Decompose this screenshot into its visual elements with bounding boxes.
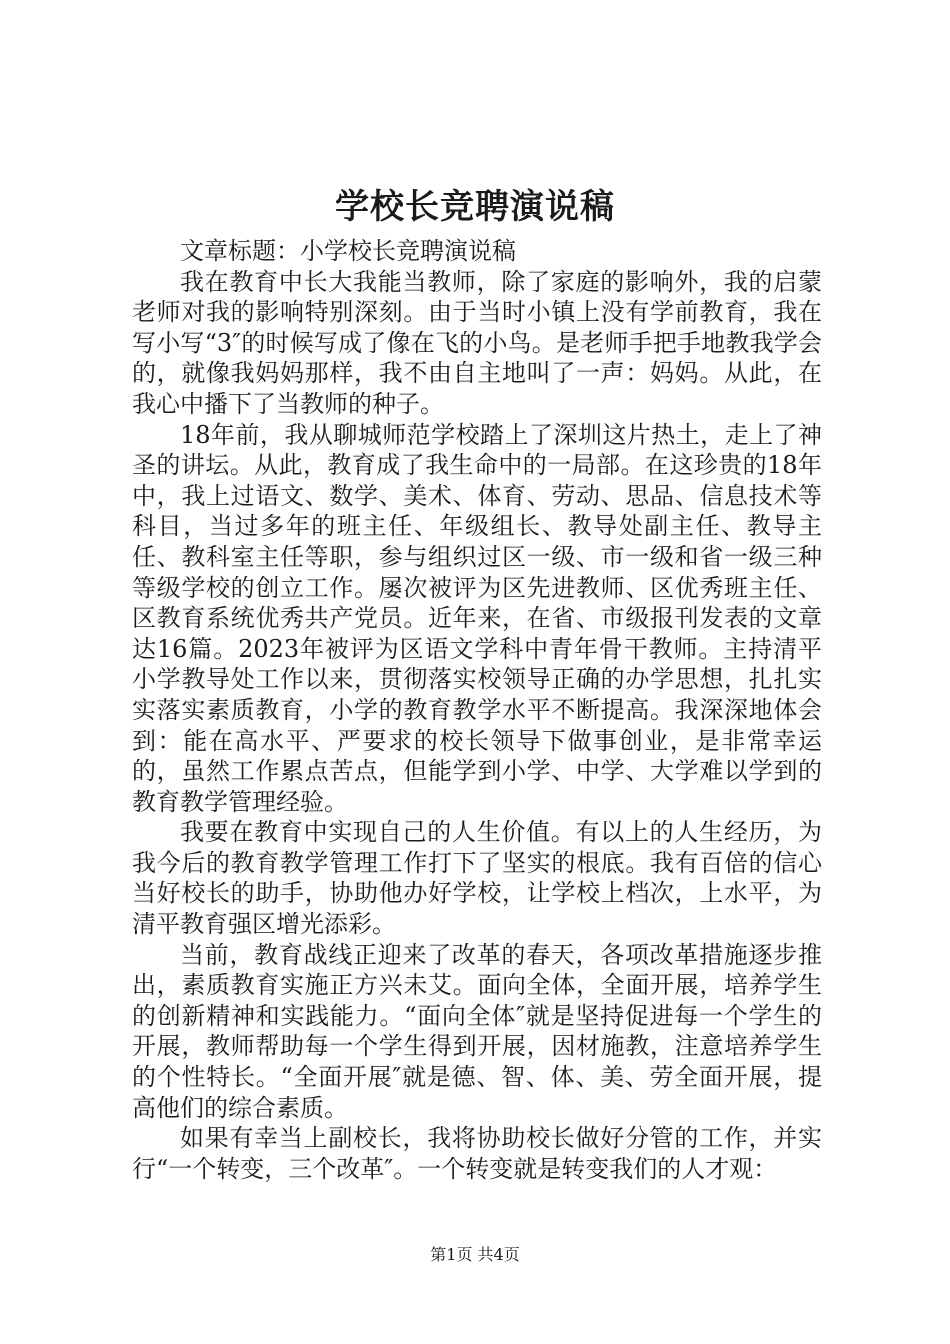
- document-body: [132, 236, 822, 1184]
- paragraph-2: 18年前，我从聊城师范学校踏上了深圳这片热土，走上了神圣的讲坛。从此，教育成了我生命中的一局部。在这珍贵的18年中，我上过语文、数学、美术、体育、劳动、思品、信息技术等科目，当过多年的班主任、年级组长、教导处副主任、教导主任、教科室主任等职，参与组织过区一级、市一级和省一级三种等级学校的创立工作。屡次被评为区先进教师、区优秀班主任、区教育系统优秀共产党员。近年来，在省、市级报刊发表的文章达16篇。2023年被评为区语文学科中青年骨干教师。主持清平小学教导处工作以来，贯彻落实校领导正确的办学思想，扎扎实实落实素质教育，小学的教育教学水平不断提高。我深深地体会到：能在高水平、严要求的校长领导下做事创业，是非常幸运的，虽然工作累点苦点，但能学到小学、中学、大学难以学到的教育教学管理经验。: [132, 420, 822, 816]
- paragraph-article-title: 文章标题：小学校长竞聘演说稿: [180, 237, 516, 265]
- paragraph-4: 当前，教育战线正迎来了改革的春天，各项改革措施逐步推出，素质教育实施正方兴未艾。面向全体，全面开展，培养学生的创新精神和实践能力。“面向全体″就是坚持促进每一个学生的开展，教师帮助每一个学生得到开展，因材施教，注意培养学生的个性特长。“全面开展″就是德、智、体、美、劳全面开展，提高他们的综合素质。: [132, 940, 822, 1122]
- page-footer: 第1页 共4页: [430, 1245, 520, 1264]
- paragraph-3: 我要在教育中实现自己的人生价值。有以上的人生经历，为我今后的教育教学管理工作打下了坚实的根底。我有百倍的信心当好校长的助手，协助他办好学校，让学校上档次，上水平，为清平教育强区增光添彩。: [132, 818, 822, 939]
- paragraph-5: 如果有幸当上副校长，我将协助校长做好分管的工作，并实行“一个转变，三个改革″。一个转变就是转变我们的人才观：: [132, 1124, 822, 1183]
- paragraph-1: 我在教育中长大我能当教师，除了家庭的影响外，我的启蒙老师对我的影响特别深刻。由于当时小镇上没有学前教育，我在写小写“3″的时候写成了像在飞的小鸟。是老师手把手地教我学会的，就像我妈妈那样，我不由自主地叫了一声：妈妈。从此，在我心中播下了当教师的种子。: [132, 267, 822, 418]
- document-title: 学校长竞聘演说稿: [335, 187, 615, 227]
